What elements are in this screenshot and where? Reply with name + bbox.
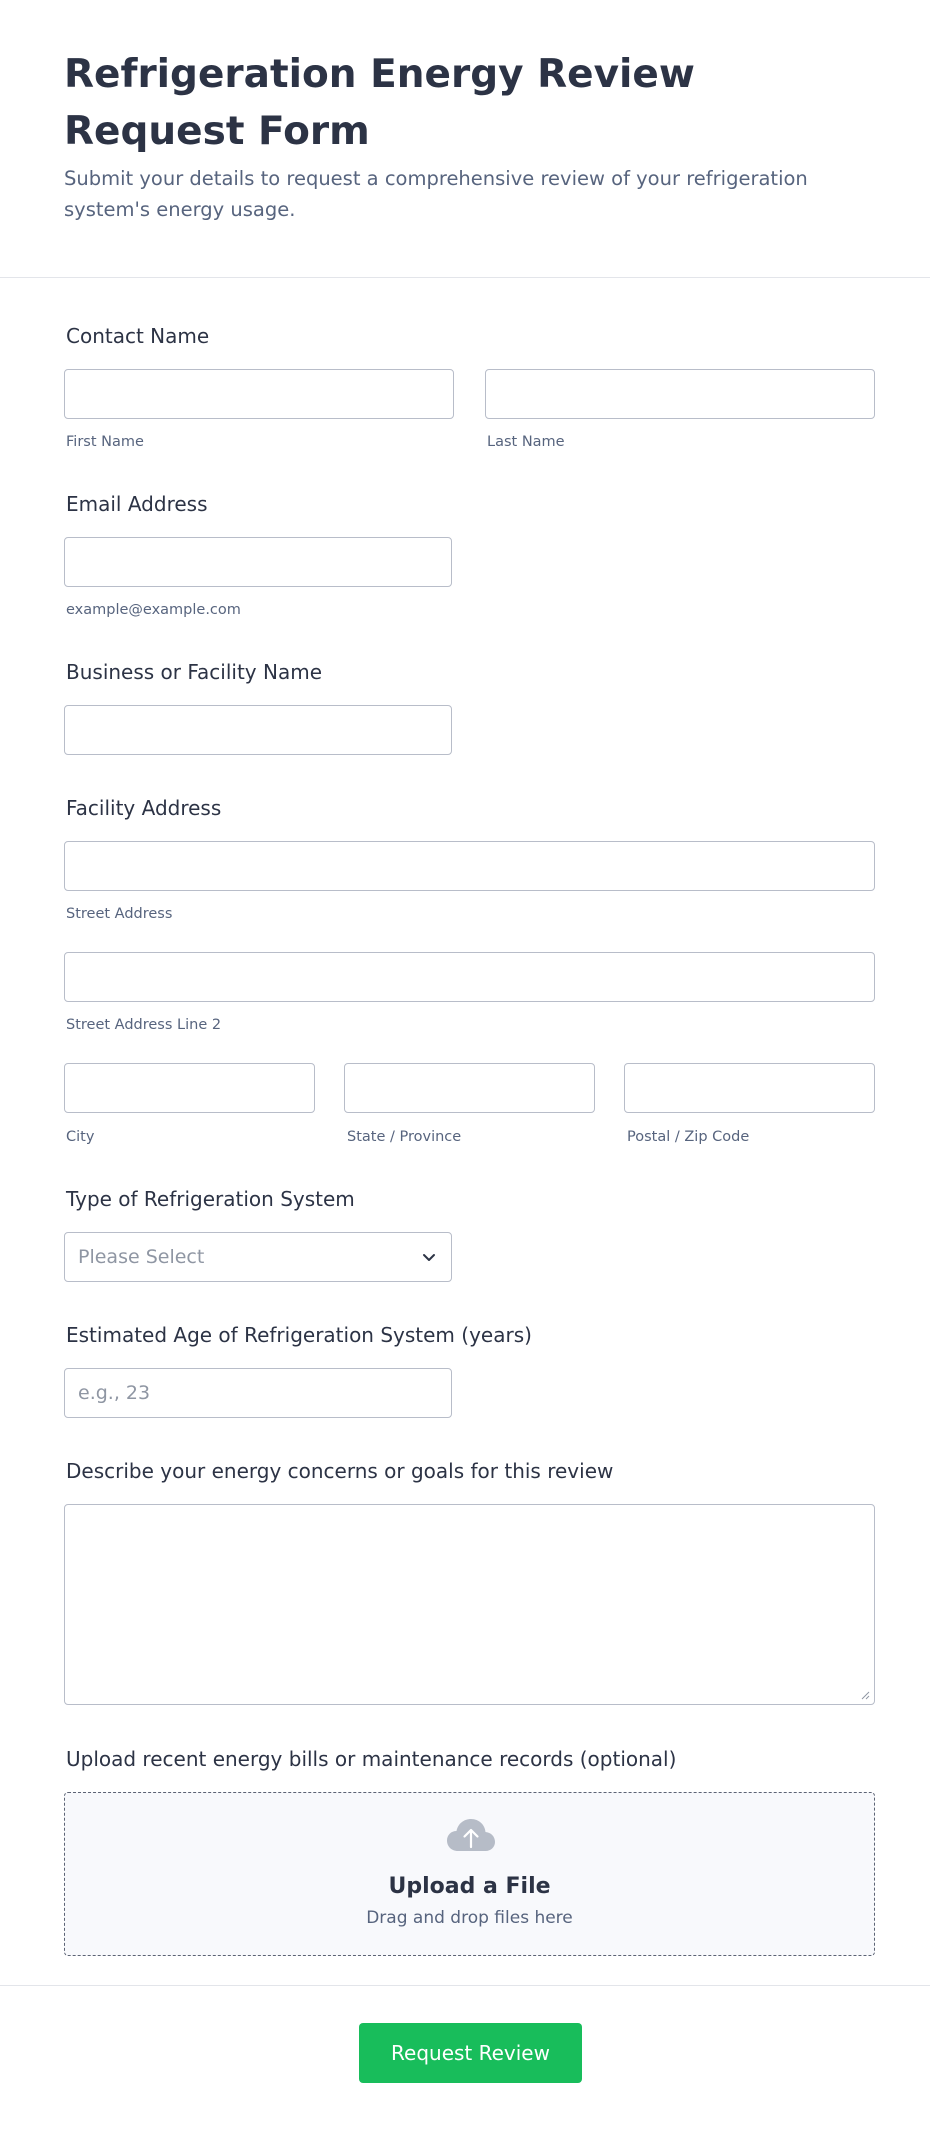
postal-code-sublabel: Postal / Zip Code xyxy=(627,1129,750,1145)
last-name-input[interactable] xyxy=(485,369,875,419)
first-name-input[interactable] xyxy=(64,369,454,419)
form-title: Refrigeration Energy Review Request Form xyxy=(64,52,695,154)
facility-address-label: Facility Address xyxy=(66,796,222,820)
system-type-label: Type of Refrigeration System xyxy=(66,1187,355,1211)
street-address-input[interactable] xyxy=(64,841,875,891)
email-label: Email Address xyxy=(66,492,208,516)
footer-divider xyxy=(0,1985,930,1986)
system-type-selected-value: Please Select xyxy=(78,1246,205,1268)
state-input[interactable] xyxy=(344,1063,595,1113)
file-upload-dropzone[interactable] xyxy=(64,1792,875,1956)
city-input[interactable] xyxy=(64,1063,315,1113)
last-name-sublabel: Last Name xyxy=(487,434,565,450)
first-name-sublabel: First Name xyxy=(66,434,144,450)
email-sublabel: example@example.com xyxy=(66,602,241,618)
postal-code-input[interactable] xyxy=(624,1063,875,1113)
upload-label: Upload recent energy bills or maintenance records (optional) xyxy=(66,1747,677,1771)
upload-title: Upload a File xyxy=(388,1874,551,1899)
city-sublabel: City xyxy=(66,1129,95,1145)
system-age-label: Estimated Age of Refrigeration System (years) xyxy=(66,1323,532,1347)
contact-name-label: Contact Name xyxy=(66,324,210,348)
business-name-input[interactable] xyxy=(64,705,452,755)
state-sublabel: State / Province xyxy=(347,1129,462,1145)
system-type-select[interactable] xyxy=(64,1232,452,1282)
upload-subtitle: Drag and drop files here xyxy=(366,1908,573,1928)
request-review-button[interactable]: Request Review xyxy=(359,2023,582,2083)
system-age-placeholder: e.g., 23 xyxy=(78,1382,151,1404)
system-age-input[interactable] xyxy=(64,1368,452,1418)
street-address-line2-input[interactable] xyxy=(64,952,875,1002)
cloud-upload-icon xyxy=(446,1817,496,1853)
street-address-sublabel: Street Address xyxy=(66,906,173,922)
street-address-line2-sublabel: Street Address Line 2 xyxy=(66,1017,222,1033)
concerns-label: Describe your energy concerns or goals for this review xyxy=(66,1459,614,1483)
form-subtitle: Submit your details to request a comprehensive review of your refrigeration system's energy usage. xyxy=(64,167,808,221)
form-header xyxy=(0,0,930,278)
concerns-textarea[interactable] xyxy=(64,1504,875,1705)
resize-grip-icon[interactable] xyxy=(860,1690,870,1700)
chevron-down-icon xyxy=(419,1247,439,1267)
email-input[interactable] xyxy=(64,537,452,587)
business-name-label: Business or Facility Name xyxy=(66,660,322,684)
